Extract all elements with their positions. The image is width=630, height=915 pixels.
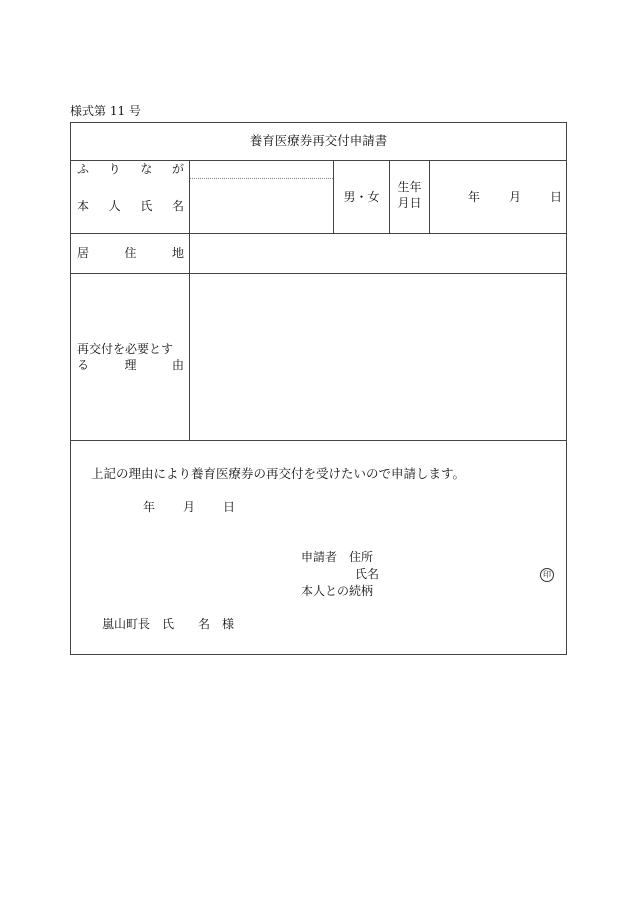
- furigana-field[interactable]: [191, 161, 331, 177]
- applicant-address-label: 申請者 住所: [301, 550, 374, 564]
- reason-field[interactable]: [191, 274, 566, 439]
- birth-date-rule: [429, 160, 430, 233]
- form-title: 養育医療券再交付申請書: [249, 133, 388, 148]
- furigana-label: ふ り な が: [77, 162, 184, 176]
- addressee: 嵐山町長 氏 名 様: [102, 617, 235, 631]
- seal-icon: 印: [540, 568, 554, 582]
- furigana-divider: [190, 178, 333, 179]
- form-number: 様式第 11 号: [70, 104, 141, 118]
- name-field[interactable]: [191, 180, 331, 231]
- application-statement: 上記の理由により養育医療券の再交付を受けたいので申請します。: [91, 466, 466, 481]
- birth-label-top: 生年: [397, 180, 422, 194]
- relationship-label: 本人との続柄: [301, 584, 374, 598]
- birth-day-label: 日: [550, 190, 563, 204]
- gender-option[interactable]: 男・女: [343, 190, 380, 204]
- date-day: 日: [223, 500, 236, 514]
- application-form: [70, 122, 567, 655]
- reason-label-line2: る 理 由: [77, 358, 184, 372]
- rule-reason: [71, 440, 566, 441]
- birth-year-label: 年: [468, 190, 481, 204]
- reason-label-line1: 再交付を必要とす: [77, 342, 174, 356]
- label-column-rule: [189, 160, 190, 440]
- birth-label-bottom: 月日: [397, 196, 422, 210]
- applicant-name-label: 氏名: [355, 567, 380, 581]
- address-label: 居 住 地: [77, 246, 184, 260]
- address-field[interactable]: [191, 234, 566, 272]
- birth-month-label: 月: [509, 190, 522, 204]
- name-label: 本 人 氏 名: [77, 199, 184, 213]
- date-year: 年: [143, 500, 156, 514]
- date-month: 月: [183, 500, 196, 514]
